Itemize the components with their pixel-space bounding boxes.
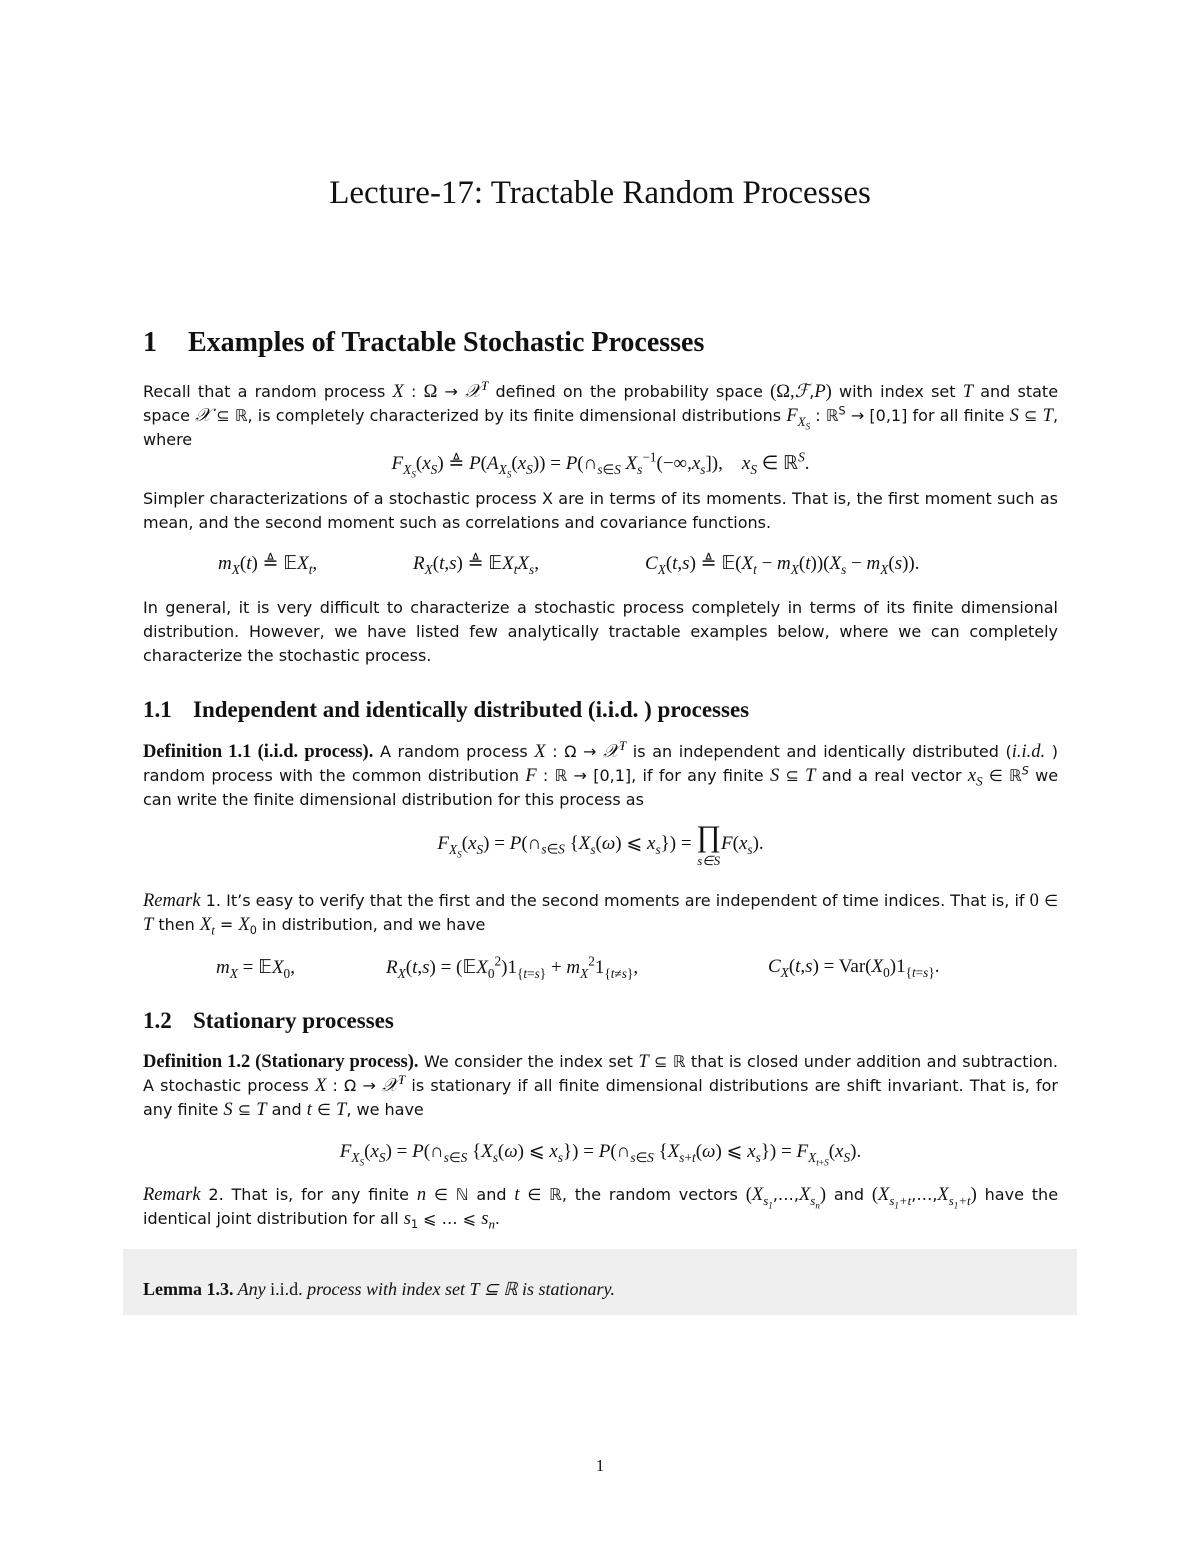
moments-paragraph: Simpler characterizations of a stochastic process X are in terms of its moments. That is, the first moment such as mean, and the second moment such as correlations and covariance functions. xyxy=(143,489,1058,532)
intro-paragraph: Recall that a random process X : Ω → 𝒳$^T$ defined on the probability space (Ω,ℱ,P) with index set T and state space 𝒳 ⊆ ℝ, is completely characterized by its finite dimensional distributions $F_{X_S}$ : ℝ$^S$ → [0,1] for all finite S ⊆ T, where xyxy=(143,377,1059,449)
definition-iid: Definition 1.1 (i.i.d. process). A random process X : Ω → 𝒳$^T$ is an independent and identically distributed (i.i.d. ) random process with the common distribution F : ℝ → [0,1], if for any finite S ⊆ T and a real vector $x_S$ ∈ ℝ$^S$ we can write the finite dimensional distribution for this process as xyxy=(143,737,1059,809)
iid-moment-equations: $m_X$ = 𝔼X$_0$, $R_X(t,s)$ = $(𝔼X_0^2)1_{\{t=s\}} + m_X^21_{\{t\ne s\}}$, $C_X(t,s) = Var(X_0)1_{\{t=s\}}$. xyxy=(216,953,940,981)
fdd-equation: $F_{X_S}(x_S)$ ≜ $P(A_{X_S}(x_S))$ = $P(\cap_{s\in S}$ $X_s^{-1}(-\infty,x_s]$), $x_S$ ∈ ℝ$^S$. xyxy=(391,449,810,481)
tractable-paragraph: In general, it is very difficult to characterize a stochastic process completely in terms of its finite dimensional distribution. However, we have listed few analytically tractable examples below, where we can completely characterize the stochastic process. xyxy=(143,598,1058,665)
remark-2: Remark 2. That is, for any finite n ∈ ℕ and t ∈ ℝ, the random vectors $(X_{s_1},\dots,X_{s_n})$ and $(X_{s_1+t},\dots,X_{s_1+t})$ have the identical joint distribution for all $s_1$ ⩽ … ⩽ $s_n$. xyxy=(143,1185,1059,1232)
subsection-heading-stationary: 1.2 Stationary processes xyxy=(143,1008,394,1033)
iid-fdd-equation: $F_{X_S}(x_S)$ = $P(\cap_{s\in S}$ {$X_s(\omega)$ ⩽ $x_s$}) = ∏ s∈S $F(x_s)$. xyxy=(437,820,764,868)
page-title: Lecture-17: Tractable Random Processes xyxy=(329,175,871,211)
stationary-equation: $F_{X_S}(x_S)$ = $P(\cap_{s\in S}$ {$X_s(\omega)$ ⩽ $x_s$}) = $P(\cap_{s\in S}$ {$X_{s+t}(\omega)$ ⩽ $x_s\}) = F_{X_{t+S}}(x_S)$. xyxy=(339,1141,862,1169)
lemma-text: Lemma 1.3. Any i.i.d. process with index set T ⊆ ℝ is stationary. xyxy=(143,1279,616,1299)
remark-1: Remark 1. It’s easy to verify that the first and the second moments are independent of time indices. That is, if 0 ∈ T then $X_t = X_0$ in distribution, and we have xyxy=(143,891,1059,938)
lemma-box xyxy=(123,1249,1077,1315)
subsection-heading-iid: 1.1 Independent and identically distributed (i.i.d. ) processes xyxy=(143,697,750,722)
section-title: Examples of Tractable Stochastic Processes xyxy=(188,327,705,358)
section-heading xyxy=(143,327,704,359)
section-number: 1 xyxy=(143,327,157,358)
definition-stationary: Definition 1.2 (Stationary process). We consider the index set T ⊆ ℝ that is closed under addition and subtraction. A stochastic process X : Ω → 𝒳$^T$ is stationary if all finite dimensional distributions are shift invariant. That is, for any finite S ⊆ T and t ∈ T, we have xyxy=(143,1052,1059,1120)
moments-equations: $m_X(t)$ ≜ 𝔼X$_t$, $R_X(t,s)$ ≜ $𝔼X_tX_s$, $C_X(t,s)$ ≜ $𝔼(X_t - m_X(t))(X_s - m_X(s))$. xyxy=(218,553,920,577)
page-number: 1 xyxy=(595,1456,605,1475)
